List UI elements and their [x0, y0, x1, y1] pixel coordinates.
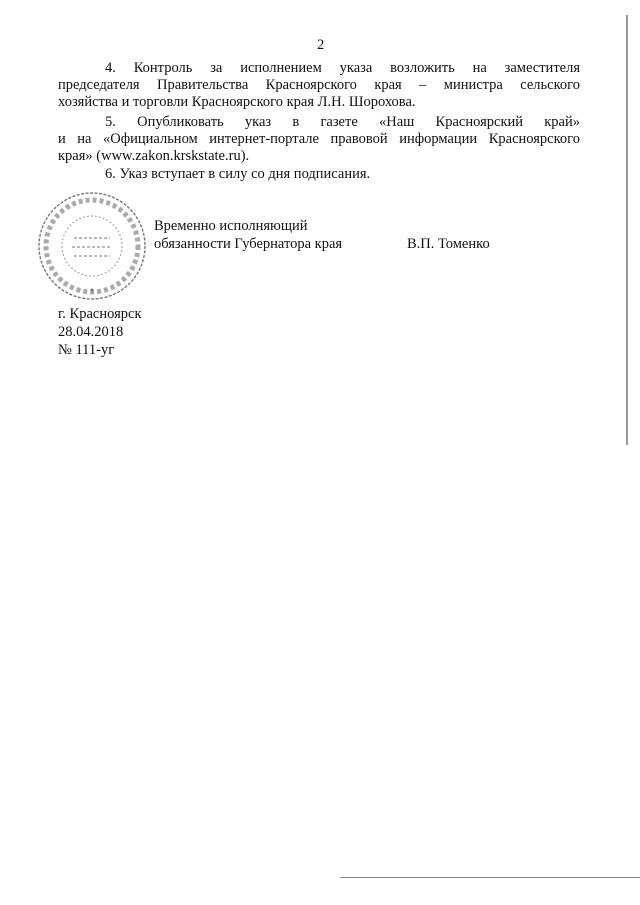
signatory-title-line1: Временно исполняющий [154, 218, 308, 234]
signatory-title-line2: обязанности Губернатора края [154, 236, 343, 252]
paragraph-5-line: и на «Официальном интернет-портале правовой информации Красноярского [58, 131, 580, 147]
paragraph-5-line: 5. Опубликовать указ в газете «Наш Красноярский край» [105, 114, 580, 130]
signatory-name: В.П. Томенко [407, 236, 490, 252]
scan-bottom-line [340, 877, 640, 878]
decree-date: 28.04.2018 [58, 324, 124, 340]
page-number: 2 [317, 37, 325, 53]
official-seal-stamp [36, 190, 148, 302]
paragraph-5-line: края» (www.zakon.krskstate.ru). [58, 148, 250, 164]
paragraph-4-line: хозяйства и торговли Красноярского края Л.Н. Шорохова. [58, 94, 416, 110]
paragraph-4-line: 4. Контроль за исполнением указа возложить на заместителя [105, 60, 580, 76]
paragraph-4-line: председателя Правительства Красноярского края – министра сельского [58, 77, 580, 93]
scan-edge-line [626, 15, 628, 445]
city: г. Красноярск [58, 306, 142, 322]
decree-number: № 111-уг [58, 342, 115, 358]
paragraph-6: 6. Указ вступает в силу со дня подписания. [105, 166, 371, 182]
